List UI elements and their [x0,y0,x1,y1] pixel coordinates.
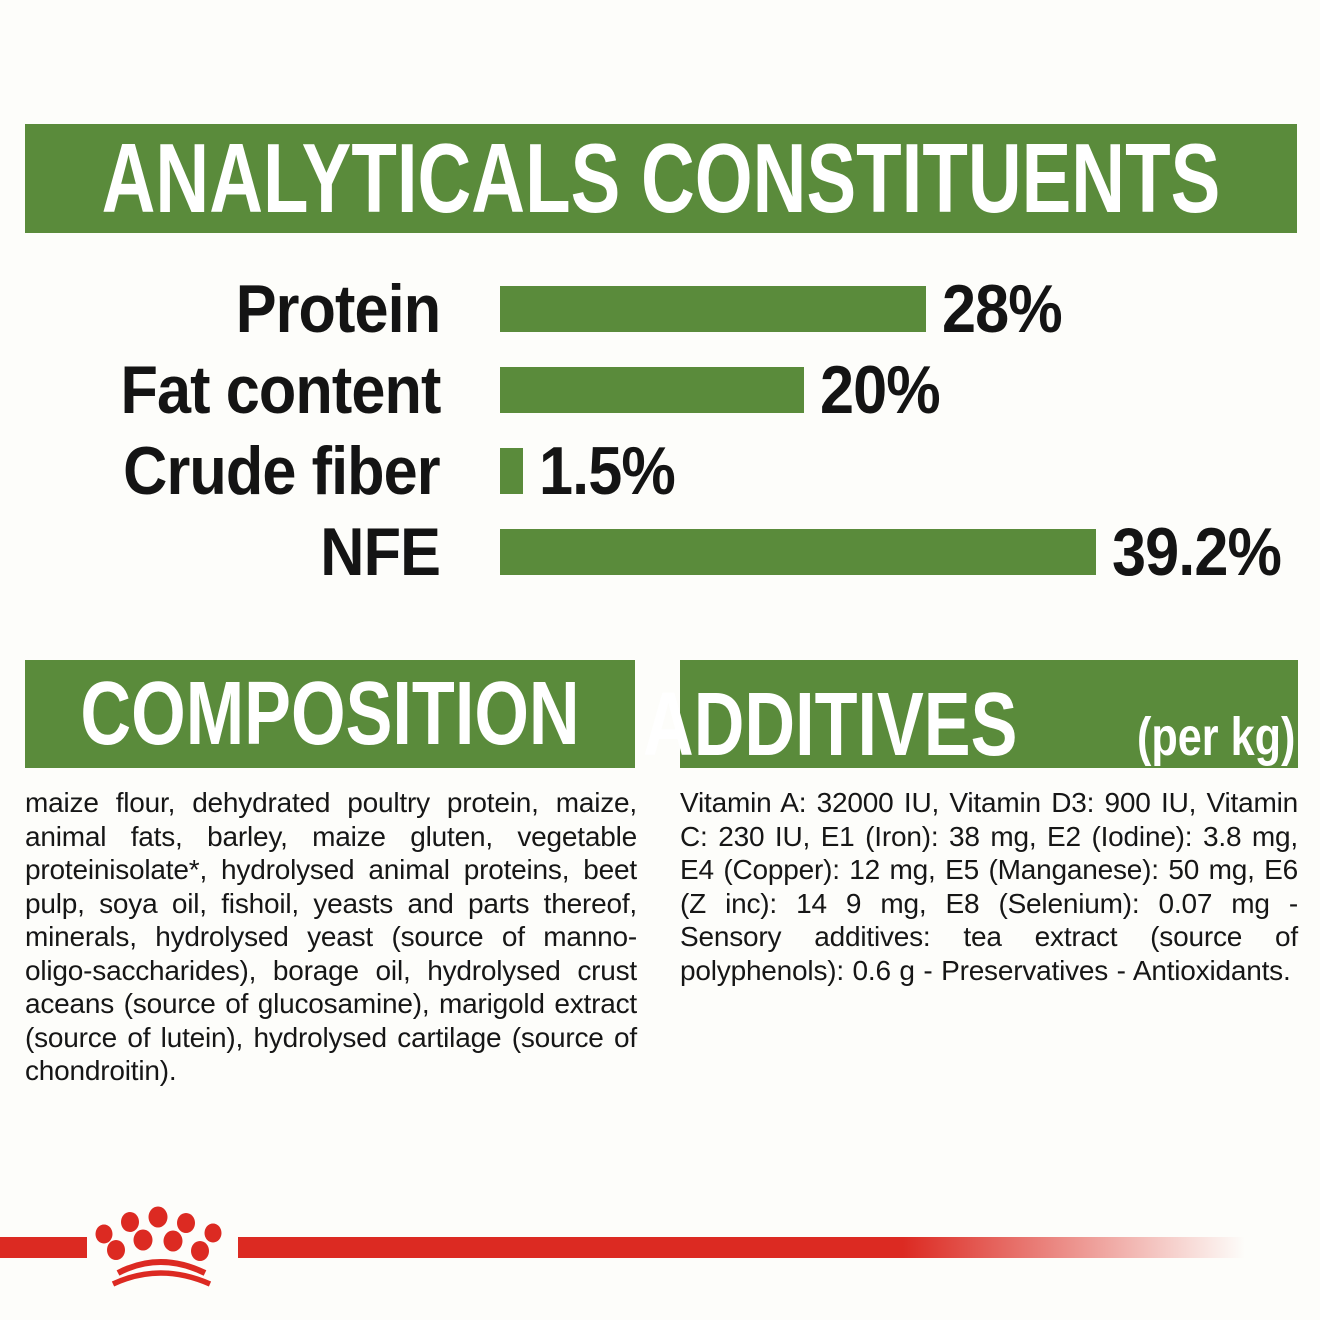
bar-fiber [500,448,523,494]
chart-row-fiber [0,433,1320,509]
additives-subtitle: (per kg) [1137,707,1296,767]
composition-body: maize flour, dehydrated poultry protein, maize, animal fats, barley, maize gluten, vegetable proteinisolate*, hydrolysed animal proteins, beet pulp, soya oil, fishoil, yeasts and parts thereof, minerals, hydrolysed yeast (source of manno-oligo-saccharides), borage oil, hydrolysed crust aceans (source of glucosamine), marigold extract (source of lutein), hydrolysed cartilage (source of chondroitin). [25,787,637,1086]
bar-protein [500,286,926,332]
analyticals-title: ANALYTICALS CONSTITUENTS [101,123,1221,233]
additives-title: ADDITIVES [642,675,1018,775]
chart-row-nfe [0,514,1320,590]
additives-banner [642,660,1298,775]
bar-label-fat: Fat content [120,352,440,428]
crown-logo-icon [88,1200,238,1295]
bar-label-nfe: NFE [320,514,440,590]
chart-row-protein [0,271,1320,347]
bar-nfe [500,529,1096,575]
composition-banner [25,660,635,768]
composition-title: COMPOSITION [80,663,580,764]
bar-label-protein: Protein [235,271,440,347]
chart-row-fat [0,352,1320,428]
bar-fat [500,367,804,413]
bar-label-fiber: Crude fiber [123,433,440,509]
bar-value-fat: 20% [820,352,940,428]
red-stripe-right [238,1237,1245,1258]
red-stripe-left [0,1237,87,1258]
analyticals-bar-chart [0,271,1320,590]
bar-value-protein: 28% [941,271,1062,347]
additives-body: Vitamin A: 32000 IU, Vitamin D3: 900 IU, Vitamin C: 230 IU, E1 (Iron): 38 mg, E2 (Iodine): 3.8 mg, E4 (Copper): 12 mg, E5 (Manganese): 50 mg, E6 (Z inc): 14 9 mg, E8 (Selenium): 0.07 mg - Sensory additives: tea extract (source of polyphenols): 0.6 g - Preservatives - Antioxidants. [680,787,1298,986]
bar-value-fiber: 1.5% [538,433,675,509]
bar-value-nfe: 39.2% [1111,514,1281,590]
analyticals-banner [25,124,1297,233]
